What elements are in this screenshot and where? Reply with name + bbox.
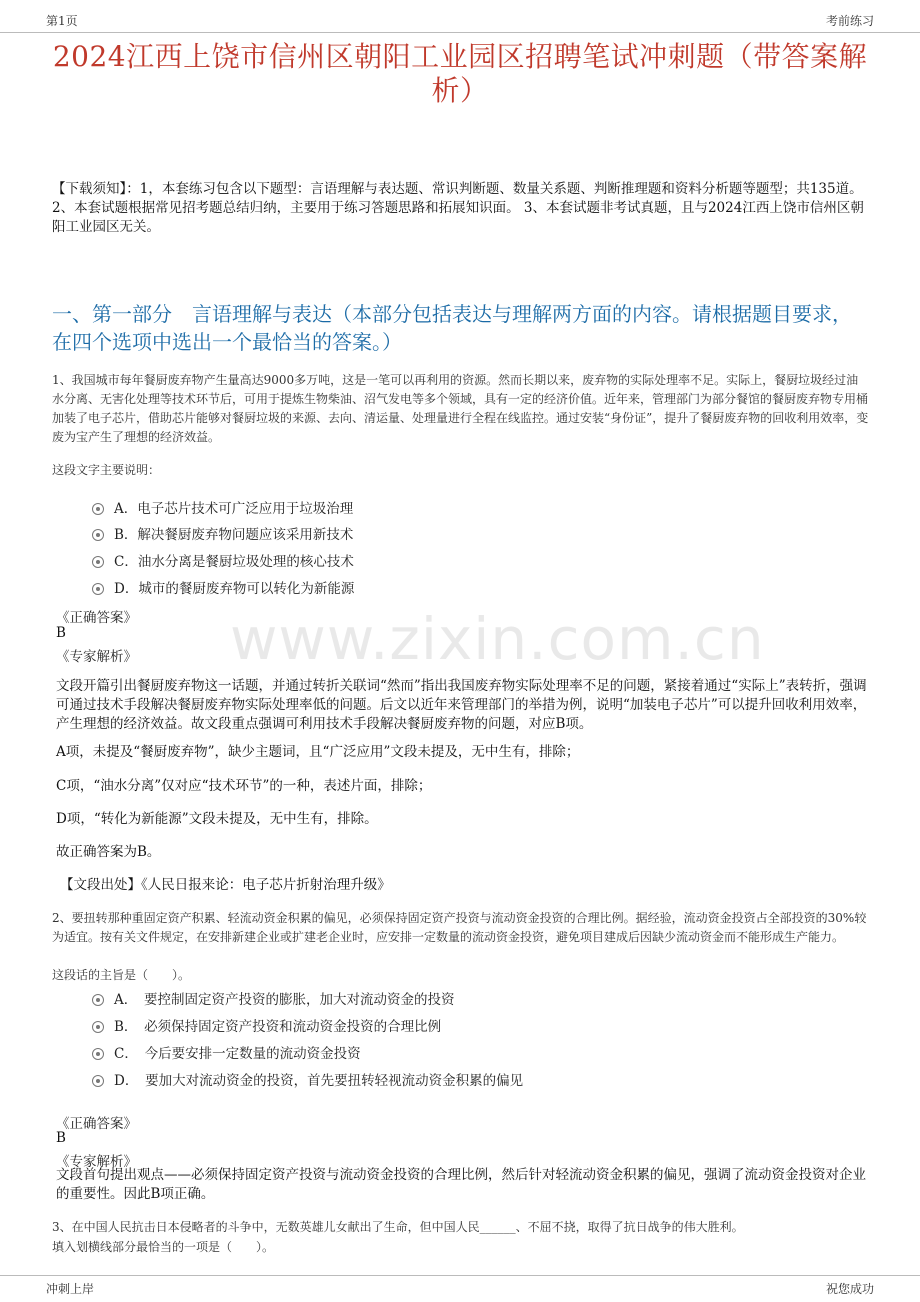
q1-option-c[interactable] bbox=[92, 550, 354, 570]
radio-icon[interactable] bbox=[92, 503, 104, 515]
q1-note-d: D项，“转化为新能源”文段未提及，无中生有，排除。 bbox=[56, 811, 378, 827]
option-label: A．电子芯片技术可广泛应用于垃圾治理 bbox=[114, 501, 354, 517]
footer-left: 冲刺上岸 bbox=[46, 1282, 95, 1296]
option-label: B．解决餐厨废弃物问题应该采用新技术 bbox=[114, 527, 354, 543]
radio-icon[interactable] bbox=[92, 529, 104, 541]
radio-icon[interactable] bbox=[92, 994, 104, 1006]
option-label: C． 今后要安排一定数量的流动资金投资 bbox=[114, 1046, 361, 1062]
download-notice: 【下载须知】：1，本套练习包含以下题型：言语理解与表达题、常识判断题、数量关系题、判断推理题和资料分析题等题型；共135道。 2、本套试题根据常见招考题总结归纳，主要用于练习答题思路和拓展知识面。 3、本套试题非考试真题，且与2024江西上饶市信州区朝阳工业园区无关。 bbox=[52, 181, 864, 235]
radio-icon[interactable] bbox=[92, 1075, 104, 1087]
q1-option-a[interactable] bbox=[92, 497, 353, 517]
question-3-text: 3、在中国人民抗击日本侵略者的斗争中，无数英雄儿女献出了生命，但中国人民______、不屈不挠，取得了抗日战争的伟大胜利。 bbox=[52, 1220, 744, 1234]
question-1-text: 1、我国城市每年餐厨废弃物产生量高达9000多万吨，这是一笔可以再利用的资源。然而长期以来，废弃物的实际处理率不足。实际上，餐厨垃圾经过油水分离、无害化处理等技术环节后，可用于提炼生物柴油、沼气发电等多个领域，具有一定的经济价值。近年来，管理部门为部分餐馆的餐厨废弃物专用桶加装了电子芯片，借助芯片能够对餐厨垃圾的来源、去向、清运量、处理量进行全程在线监控。通过安装“身份证”，提升了餐厨废弃物的回收利用效率，变废为宝产生了理想的经济效益。 bbox=[52, 373, 869, 444]
page-footer bbox=[0, 1275, 920, 1302]
q2-analysis: 文段首句提出观点——必须保持固定资产投资与流动资金投资的合理比例，然后针对轻流动资金积累的偏见，强调了流动资金投资对企业的重要性。因此B项正确。 bbox=[56, 1167, 866, 1202]
header-tag: 考前练习 bbox=[825, 14, 874, 28]
page-header bbox=[0, 0, 920, 33]
option-label: C．油水分离是餐厨垃圾处理的核心技术 bbox=[114, 554, 354, 570]
q1-answer: B bbox=[56, 625, 66, 641]
radio-icon[interactable] bbox=[92, 556, 104, 568]
radio-icon[interactable] bbox=[92, 1021, 104, 1033]
section-heading: 一、第一部分 言语理解与表达（本部分包括表达与理解两方面的内容。请根据题目要求，在四个选项中选出一个最恰当的答案。） bbox=[52, 302, 852, 354]
q1-option-d[interactable] bbox=[92, 577, 354, 597]
page-number: 第1页 bbox=[46, 14, 78, 28]
option-label: A． 要控制固定资产投资的膨胀，加大对流动资金的投资 bbox=[114, 992, 455, 1008]
question-2-prompt: 这段话的主旨是（ ）。 bbox=[52, 968, 191, 982]
document-title: 2024江西上饶市信州区朝阳工业园区招聘笔试冲刺题（带答案解析） bbox=[52, 40, 868, 107]
question-1-prompt: 这段文字主要说明： bbox=[52, 463, 161, 477]
q2-answer: B bbox=[56, 1130, 66, 1146]
radio-icon[interactable] bbox=[92, 583, 104, 595]
q2-option-d[interactable] bbox=[92, 1069, 523, 1089]
q1-source: 【文段出处】《人民日报来论：电子芯片折射治理升级》 bbox=[60, 877, 391, 893]
footer-right: 祝您成功 bbox=[825, 1282, 874, 1296]
option-label: D．城市的餐厨废弃物可以转化为新能源 bbox=[114, 581, 355, 597]
q1-note-a: A项，未提及“餐厨废弃物”，缺少主题词，且“广泛应用”文段未提及，无中生有，排除； bbox=[56, 744, 580, 760]
question-3-prompt: 填入划横线部分最恰当的一项是（ ）。 bbox=[52, 1240, 275, 1254]
q2-analysis-label: 《专家解析》 bbox=[56, 1154, 137, 1170]
q2-option-a[interactable] bbox=[92, 988, 455, 1008]
q1-analysis: 文段开篇引出餐厨废弃物这一话题，并通过转折关联词“然而”指出我国废弃物实际处理率不足的问题，紧接着通过“实际上”表转折，强调可通过技术手段解决餐厨废弃物实际处理率低的问题。后文以近年来管理部门的举措为例，说明“加装电子芯片”可以提升回收利用效率，产生理想的经济效益。故文段重点强调可利用技术手段解决餐厨废弃物的问题，对应B项。 bbox=[56, 678, 867, 732]
q1-conclusion: 故正确答案为B。 bbox=[56, 844, 161, 860]
radio-icon[interactable] bbox=[92, 1048, 104, 1060]
q2-option-c[interactable] bbox=[92, 1042, 361, 1062]
option-label: B． 必须保持固定资产投资和流动资金投资的合理比例 bbox=[114, 1019, 442, 1035]
q1-option-b[interactable] bbox=[92, 523, 353, 543]
question-2-text: 2、要扭转那种重固定资产积累、轻流动资金积累的偏见，必须保持固定资产投资与流动资金投资的合理比例。据经验，流动资金投资占全部投资的30%较为适宜。按有关文件规定，在安排新建企业或扩建老企业时，应安排一定数量的流动资金投资，避免项目建成后因缺少流动资金而不能形成生产能力。 bbox=[52, 911, 867, 944]
q1-answer-label: 《正确答案》 bbox=[56, 610, 137, 626]
q2-option-b[interactable] bbox=[92, 1015, 441, 1035]
q1-analysis-label: 《专家解析》 bbox=[56, 649, 137, 665]
option-label: D． 要加大对流动资金的投资，首先要扭转轻视流动资金积累的偏见 bbox=[114, 1073, 524, 1089]
q1-note-c: C项，“油水分离”仅对应“技术环节”的一种，表述片面，排除； bbox=[56, 778, 432, 794]
watermark: www.zixin.com.cn bbox=[230, 605, 765, 673]
q2-answer-label: 《正确答案》 bbox=[56, 1116, 137, 1132]
